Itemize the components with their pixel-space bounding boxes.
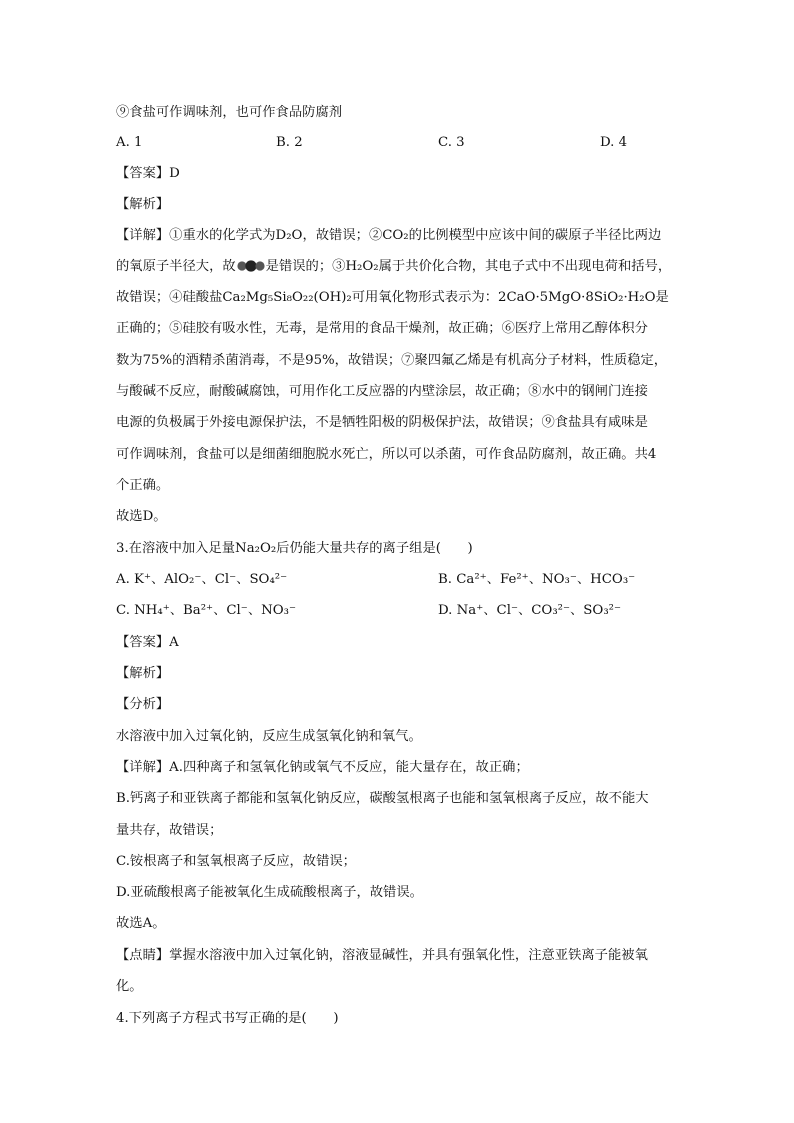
q3-conclusion: 故选A。 (116, 916, 166, 931)
q3-detail-line-1: 【详解】A.四种离子和氢氧化钠或氧气不反应，能大量存在，故正确； (116, 760, 529, 775)
q3-fenxi-heading: 【分析】 (116, 697, 170, 712)
co2-model-image (236, 260, 266, 272)
q3-detail-line-5: D.亚硫酸根离子能被氧化生成硫酸根离子，故错误。 (116, 885, 423, 900)
q2-item9: ⑨食盐可作调味剂，也可作食品防腐剂 (116, 105, 343, 120)
q3-option-c: C. NH₄⁺、Ba²⁺、Cl⁻、NO₃⁻ (116, 603, 297, 618)
q2-detail-line-6: 与酸碱不反应，耐酸碱腐蚀，可用作化工反应器的内壁涂层，故正确；⑧水中的钢闸门连接 (116, 384, 648, 399)
q3-tip-line-2: 化。 (116, 979, 143, 994)
q2-detail-line-5: 数为75%的酒精杀菌消毒，不是95%，故错误；⑦聚四氟乙烯是有机高分子材料，性质稳定， (116, 353, 668, 368)
q2-option-a: A. 1 (116, 135, 143, 150)
q2-option-c: C. 3 (438, 135, 465, 150)
q3-stem: 3.在溶液中加入足量Na₂O₂后仍能大量共存的离子组是( ) (116, 541, 473, 556)
q2-option-d: D. 4 (600, 135, 628, 150)
q3-option-a: A. K⁺、AlO₂⁻、Cl⁻、SO₄²⁻ (116, 572, 288, 587)
q3-tip-line-1: 【点睛】掌握水溶液中加入过氧化钠，溶液显碱性，并具有强氧化性，注意亚铁离子能被氧 (116, 948, 648, 963)
q3-detail-line-2: B.钙离子和亚铁离子都能和氢氧化钠反应，碳酸氢根离子也能和氢氧根离子反应，故不能大 (116, 791, 649, 806)
q2-detail-line-4: 正确的；⑤硅胶有吸水性，无毒，是常用的食品干燥剂，故正确；⑥医疗上常用乙醇体积分 (116, 321, 648, 336)
q3-analysis-heading: 【解析】 (116, 666, 170, 681)
q2-detail-line-3: 故错误；④硅酸盐Ca₂Mg₅Si₈O₂₂(OH)₂可用氧化物形式表示为：2CaO·5MgO·8SiO₂·H₂O是 (116, 290, 669, 305)
q2-detail-line-1: 【详解】①重水的化学式为D₂O，故错误；②CO₂的比例模型中应该中间的碳原子半径比两边 (116, 228, 662, 243)
q3-detail-line-3: 量共存，故错误； (116, 823, 223, 838)
q3-option-d: D. Na⁺、Cl⁻、CO₃²⁻、SO₃²⁻ (438, 603, 622, 618)
q2-detail-line-2a: 的氧原子半径大，故 (116, 259, 236, 274)
q3-answer: 【答案】A (116, 635, 179, 650)
q2-detail-line-7: 电源的负极属于外接电源保护法，不是牺牲阳极的阴极保护法，故错误；⑨食盐具有咸味是 (116, 415, 648, 430)
q2-detail-line-2b: 是错误的；③H₂O₂属于共价化合物，其电子式中不出现电荷和括号， (265, 259, 672, 274)
q4-stem: 4.下列离子方程式书写正确的是( ) (116, 1011, 339, 1026)
q2-detail-line-8: 可作调味剂，食盐可以是细菌细胞脱水死亡，所以可以杀菌，可作食品防腐剂，故正确。共4 (116, 447, 657, 462)
q2-answer: 【答案】D (116, 166, 180, 181)
q3-fenxi-text: 水溶液中加入过氧化钠，反应生成氢氧化钠和氧气。 (116, 729, 422, 744)
q2-detail-line-9: 个正确。 (116, 478, 170, 493)
q3-option-b: B. Ca²⁺、Fe²⁺、NO₃⁻、HCO₃⁻ (438, 572, 636, 587)
q2-analysis-heading: 【解析】 (116, 197, 170, 212)
q2-option-b: B. 2 (276, 135, 303, 150)
q3-detail-line-4: C.铵根离子和氢氧根离子反应，故错误； (116, 854, 356, 869)
q2-detail-line-2 (116, 258, 671, 276)
q2-conclusion: 故选D。 (116, 509, 167, 524)
